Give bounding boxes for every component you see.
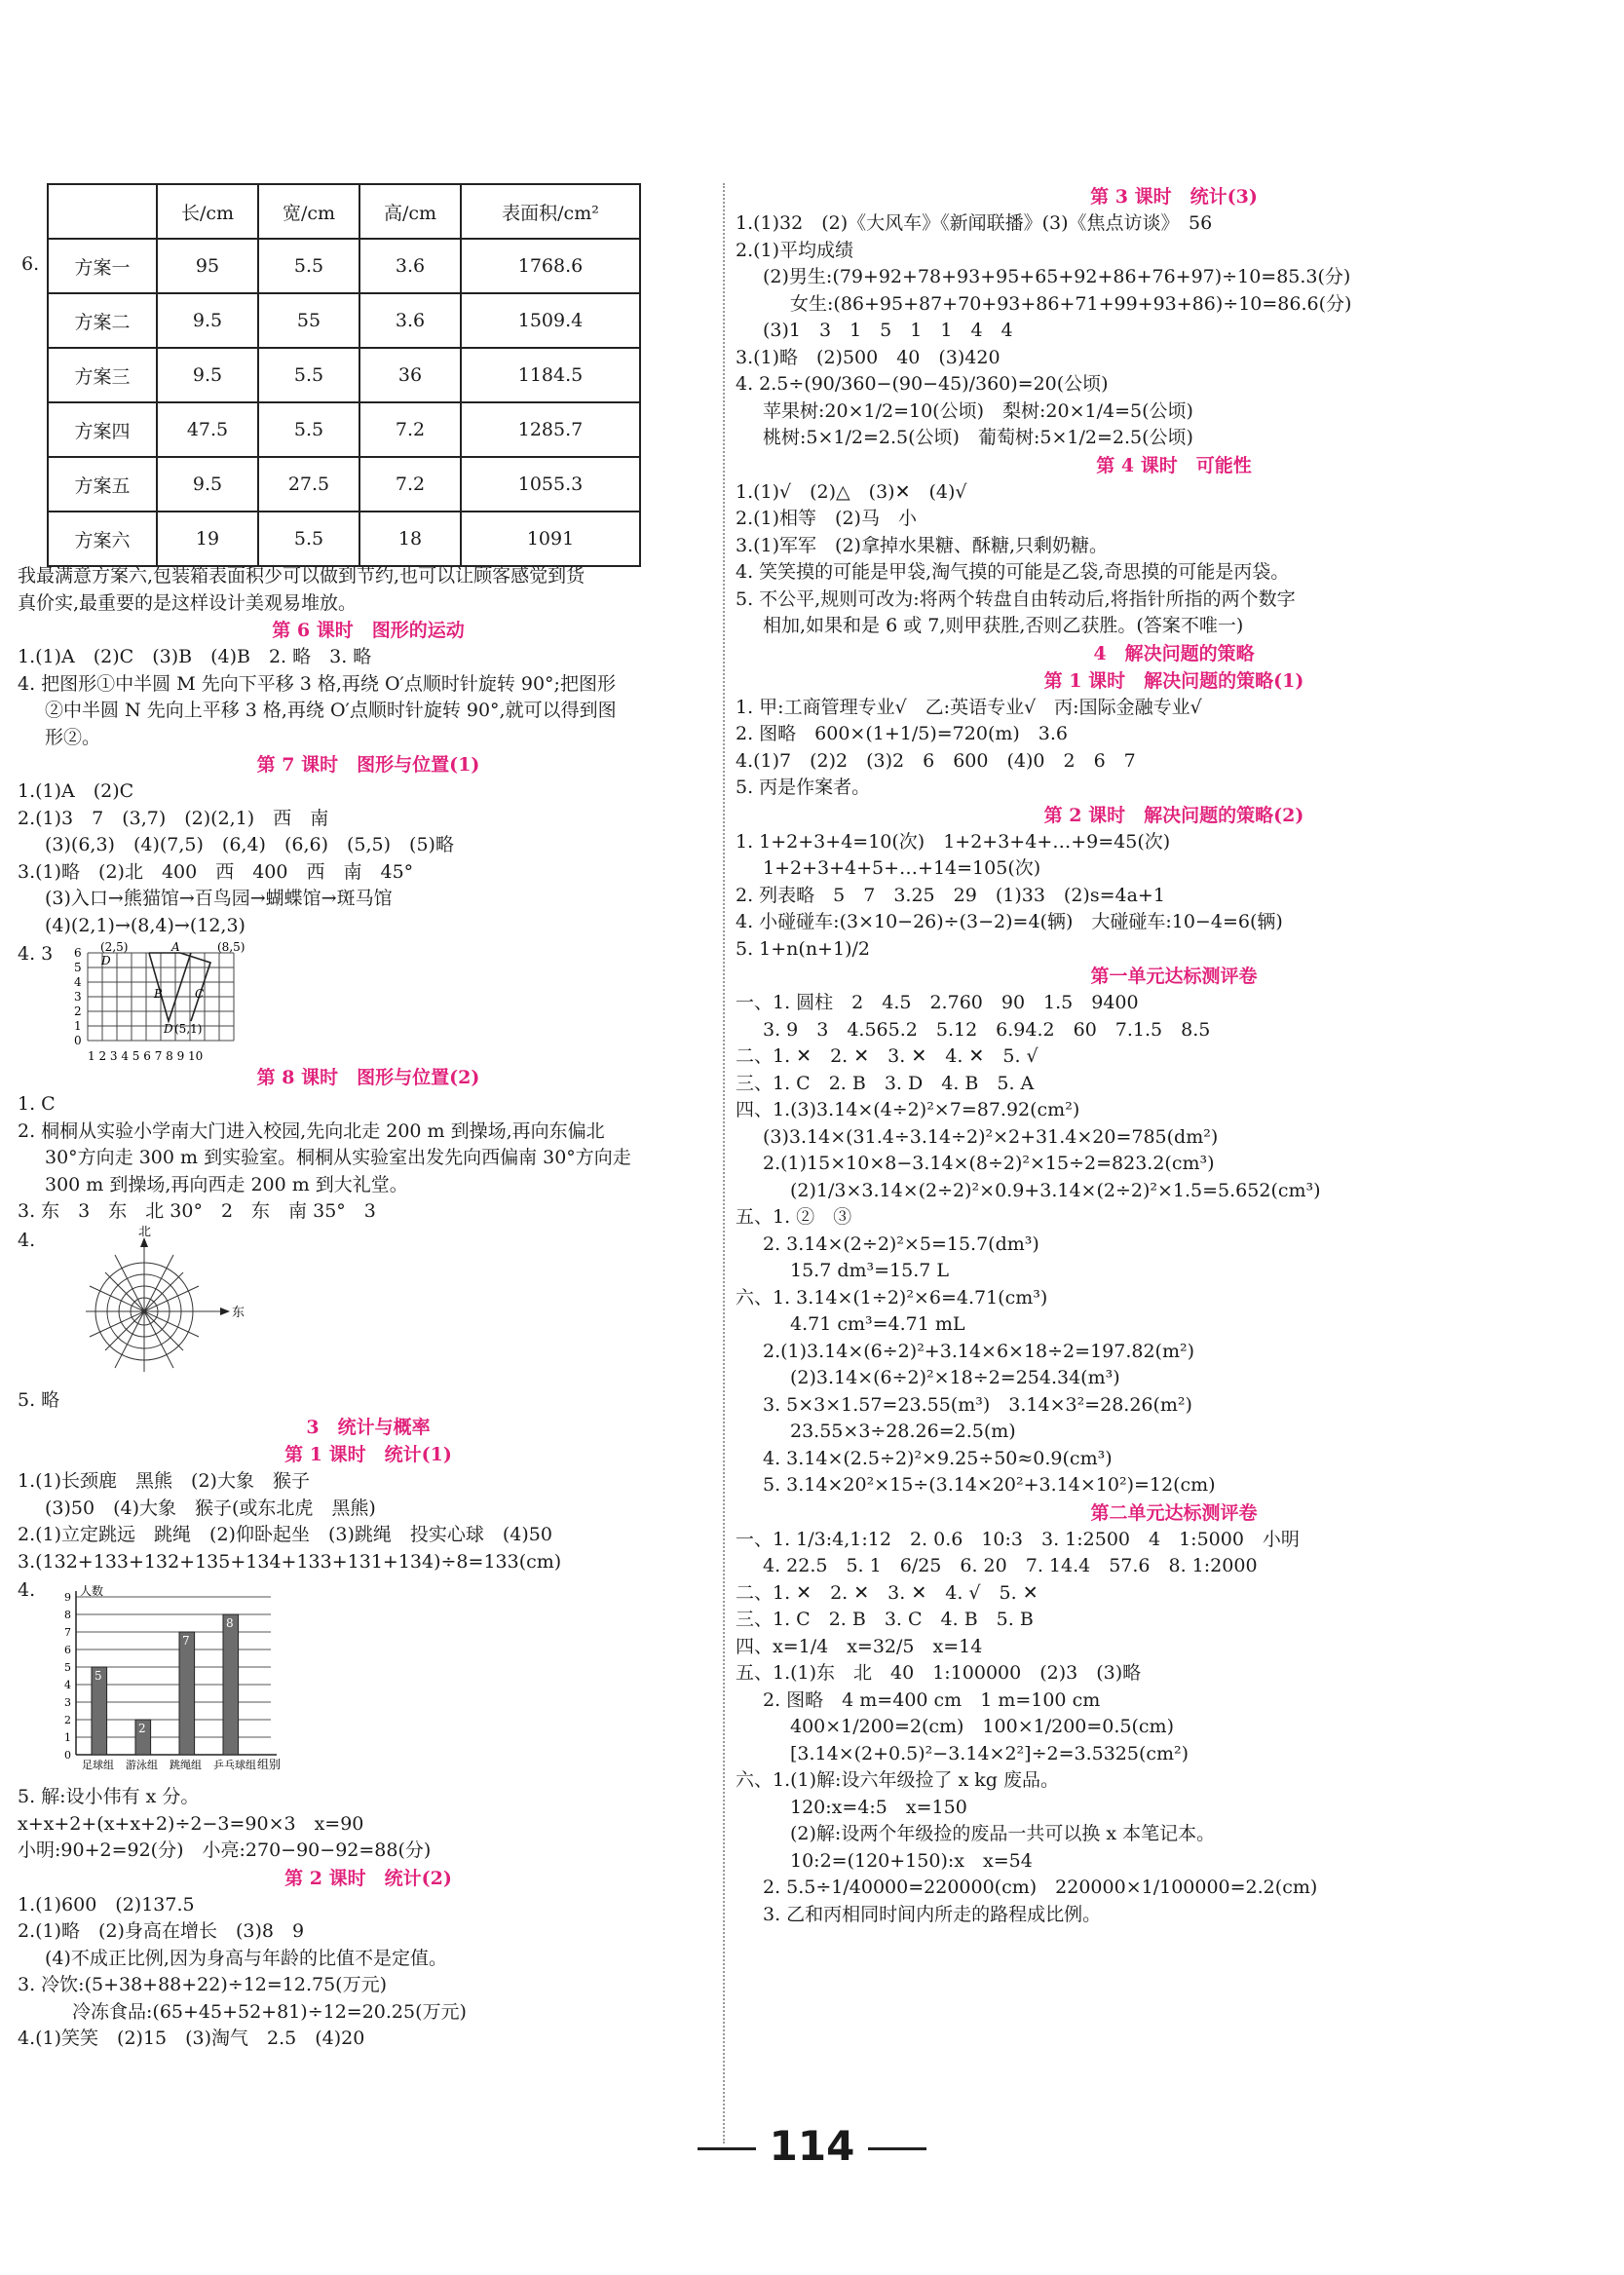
y-tick-label: 5 (64, 1661, 71, 1674)
point-label: D (101, 954, 111, 967)
answer-line: 4. 3.14×(2.5÷2)²×9.25÷50≈0.9(cm³) (763, 1447, 1113, 1469)
answer-line: (2)1/3×3.14×(2÷2)²×0.9+3.14×(2÷2)²×1.5=5.652(cm³) (790, 1179, 1321, 1201)
answer-line: 400×1/200=2(cm) 100×1/200=0.5(cm) (790, 1716, 1174, 1737)
table-cell: 方案一 (48, 239, 157, 293)
table-cell: 3.6 (359, 239, 461, 293)
answer-line: (3)3.14×(31.4÷3.14÷2)²×2+31.4×20=785(dm²) (763, 1125, 1219, 1148)
answer-line: 形②。 (45, 726, 101, 748)
section-heading: 第 2 课时 解决问题的策略(2) (1043, 804, 1304, 826)
table-cell: 1768.6 (461, 239, 640, 293)
east-label: 东 (232, 1305, 245, 1320)
answer-line: 1.(1)长颈鹿 黑熊 (2)大象 猴子 (18, 1470, 310, 1492)
left-text-block-b (18, 1064, 719, 1226)
answer-line: 4. 把图形①中半圆 M 先向下平移 3 格,再绕 O′点顺时针旋转 90°;把图形 (18, 672, 616, 695)
y-axis-label: 人数 (80, 1584, 104, 1598)
y-tick-label: 1 (74, 1019, 82, 1033)
plan-table (47, 183, 641, 567)
point-label: (5,1) (174, 1022, 203, 1036)
answer-line: 二、1. ✕ 2. ✕ 3. ✕ 4. ✕ 5. √ (736, 1045, 1039, 1067)
answer-line: 2. 图略 4 m=400 cm 1 m=100 cm (763, 1688, 1101, 1711)
answer-line: 三、1. C 2. B 3. C 4. B 5. B (736, 1609, 1034, 1630)
grid-figure (18, 939, 719, 1064)
answer-line: (4)(2,1)→(8,4)→(12,3) (45, 914, 245, 936)
table-cell: 95 (157, 239, 258, 293)
table-cell: 1055.3 (461, 457, 640, 512)
answer-line: 1.(1)600 (2)137.5 (18, 1893, 195, 1915)
answer-line: 2. 3.14×(2÷2)²×5=15.7(dm³) (763, 1232, 1039, 1255)
table-cell: 1285.7 (461, 402, 640, 457)
table-header-row (48, 184, 640, 239)
table-cell: 5.5 (258, 348, 359, 402)
answer-line: 2.(1)3.14×(6÷2)²+3.14×6×18÷2=197.82(m²) (763, 1340, 1195, 1362)
north-label: 北 (138, 1225, 152, 1239)
section-heading: 第 8 课时 图形与位置(2) (256, 1067, 480, 1088)
bar-value-label: 5 (94, 1669, 102, 1683)
bar (179, 1632, 195, 1755)
answer-line: 1. 1+2+3+4=10(次) 1+2+3+4+…+9=45(次) (736, 830, 1171, 853)
table-header-cell: 宽/cm (258, 184, 359, 239)
answer-line: 5. 丙是作案者。 (736, 777, 871, 798)
table-cell: 9.5 (157, 457, 258, 512)
table-cell: 5.5 (258, 512, 359, 566)
answer-line: 4.(1)笑笑 (2)15 (3)淘气 2.5 (4)20 (18, 2028, 365, 2049)
answer-line: 3. 东 3 东 北 30° 2 东 南 35° 3 (18, 1200, 376, 1222)
category-label: 足球组 (82, 1759, 114, 1771)
table-header-cell: 表面积/cm² (461, 184, 640, 239)
y-tick-label: 3 (74, 990, 82, 1004)
answer-line: x+x+2+(x+x+2)÷2−3=90×3 x=90 (18, 1812, 364, 1835)
answer-line: 120:x=4:5 x=150 (790, 1796, 967, 1818)
answer-line: 小明:90+2=92(分) 小亮:270−90−92=88(分) (18, 1839, 432, 1861)
table-cell: 27.5 (258, 457, 359, 512)
y-tick-label: 6 (64, 1644, 71, 1656)
y-tick-label: 5 (74, 961, 82, 974)
point-label: (2,5) (100, 940, 129, 954)
answer-line: 3. 乙和丙相同时间内所走的路程成比例。 (763, 1903, 1102, 1925)
point-label: (8,5) (217, 940, 245, 954)
table-row (48, 239, 640, 293)
page-number (0, 2122, 1624, 2170)
answer-line: 五、1.(1)东 北 40 1:100000 (2)3 (3)略 (736, 1662, 1142, 1684)
answer-line: ②中半圆 N 先向上平移 3 格,再绕 O′点顺时针旋转 90°,就可以得到图 (45, 700, 617, 721)
page-number-text: 114 (769, 2122, 855, 2170)
answer-line: 4. 小碰碰车:(3×10−26)÷(3−2)=4(辆) 大碰碰车:10−4=6(辆) (736, 911, 1283, 932)
east-arrow-icon (220, 1308, 230, 1315)
column-divider (723, 183, 725, 2143)
table-cell: 方案六 (48, 512, 157, 566)
answer-line: 300 m 到操场,再向西走 200 m 到大礼堂。 (45, 1173, 408, 1195)
answer-line: 1.(1)√ (2)△ (3)✕ (4)√ (736, 480, 967, 503)
table-cell: 方案五 (48, 457, 157, 512)
answer-line: 3. 9 3 4.565.2 5.12 6.94.2 60 7.1.5 8.5 (763, 1018, 1211, 1041)
answer-line: 2. 5.5÷1/40000=220000(cm) 220000×1/100000=2.2(cm) (763, 1877, 1318, 1898)
answer-line: 3.(1)略 (2)北 400 西 400 西 南 45° (18, 860, 414, 883)
answer-line: (3)(6,3) (4)(7,5) (6,4) (6,6) (5,5) (5)略 (45, 834, 454, 855)
answer-line: 3.(1)军军 (2)拿掉水果糖、酥糖,只剩奶糖。 (736, 534, 1108, 556)
section-heading: 第 1 课时 统计(1) (284, 1444, 452, 1465)
y-tick-label: 2 (64, 1714, 71, 1726)
answer-line: 3. 冷饮:(5+38+88+22)÷12=12.75(万元) (18, 1974, 388, 1995)
point-label: C (195, 987, 205, 1001)
answer-line: 5. 不公平,规则可改为:将两个转盘自由转动后,将指针所指的两个数字 (736, 588, 1296, 610)
point-label: A (171, 940, 180, 954)
table-cell: 方案三 (48, 348, 157, 402)
y-tick-label: 4 (74, 975, 82, 989)
polar-figure (18, 1226, 719, 1387)
y-tick-label: 6 (74, 946, 82, 960)
table-cell: 方案四 (48, 402, 157, 457)
answer-line: 1+2+3+4+5+…+14=105(次) (763, 857, 1041, 879)
answer-line: 2. 图略 600×(1+1/5)=720(m) 3.6 (736, 723, 1069, 744)
page-dash-right (868, 2147, 926, 2150)
answer-line: 一、1. 1/3:4,1:12 2. 0.6 10:3 3. 1:2500 4 1:5000 小明 (736, 1528, 1300, 1550)
answer-line: 真价实,最重要的是这样设计美观易堆放。 (18, 591, 358, 614)
direction-diagram (57, 1226, 251, 1387)
y-tick-label: 9 (64, 1591, 71, 1604)
y-tick-label: 7 (64, 1626, 71, 1639)
category-label: 跳绳组 (170, 1759, 202, 1771)
right-column (736, 183, 1612, 1928)
table-header-cell: 高/cm (359, 184, 461, 239)
answer-line: 1.(1)A (2)C (18, 780, 134, 802)
answer-line: 2.(1)略 (2)身高在增长 (3)8 9 (18, 1920, 305, 1942)
answer-line: 23.55×3÷28.26=2.5(m) (790, 1421, 1016, 1442)
answer-line: 3. 5×3×1.57=23.55(m³) 3.14×3²=28.26(m²) (763, 1393, 1192, 1416)
answer-line: 2. 桐桐从实验小学南大门进入校园,先向北走 200 m 到操场,再向东偏北 (18, 1119, 605, 1142)
table-row (48, 512, 640, 566)
answer-line: 1.(1)A (2)C (3)B (4)B 2. 略 3. 略 (18, 646, 372, 667)
table-cell: 方案二 (48, 293, 157, 348)
answer-line: 五、1. ② ③ (736, 1206, 852, 1228)
answer-line: 10:2=(120+150):x x=54 (790, 1849, 1033, 1872)
answer-line: 4.71 cm³=4.71 mL (790, 1313, 965, 1335)
figure-label: 4. 3 (18, 943, 54, 965)
answer-line: 2.(1)平均成绩 (736, 239, 854, 261)
answer-line: 苹果树:20×1/2=10(公顷) 梨树:20×1/4=5(公顷) (763, 399, 1193, 422)
answer-line: 冷冻食品:(65+45+52+81)÷12=20.25(万元) (72, 2000, 467, 2023)
answer-line: 桃树:5×1/2=2.5(公顷) 葡萄树:5×1/2=2.5(公顷) (763, 427, 1193, 448)
y-tick-label: 1 (64, 1731, 71, 1744)
y-tick-label: 3 (64, 1696, 71, 1709)
answer-line: 5. 略 (18, 1388, 60, 1411)
table-cell: 19 (157, 512, 258, 566)
answer-line: 六、1.(1)解:设六年级捡了 x kg 废品。 (736, 1769, 1059, 1791)
category-label: 乒乓球组 (213, 1759, 256, 1771)
section-heading: 第 3 课时 统计(3) (1090, 186, 1258, 208)
section-heading: 第 7 课时 图形与位置(1) (256, 754, 480, 776)
y-tick-label: 0 (64, 1749, 71, 1762)
answer-line: 4. 22.5 5. 1 6/25 6. 20 7. 14.4 57.6 8. 1:2000 (763, 1555, 1258, 1576)
figure-label: 4. (18, 1229, 36, 1251)
answer-line: 三、1. C 2. B 3. D 4. B 5. A (736, 1072, 1035, 1094)
table-cell: 47.5 (157, 402, 258, 457)
answer-line: 四、x=1/4 x=32/5 x=14 (736, 1635, 983, 1657)
question-number: 6. (21, 253, 40, 275)
category-label: 游泳组 (126, 1759, 158, 1771)
answer-line: 2.(1)15×10×8−3.14×(8÷2)²×15÷2=823.2(cm³) (763, 1153, 1215, 1174)
bar-value-label: 2 (138, 1722, 146, 1735)
table-cell: 1091 (461, 512, 640, 566)
answer-line: 2.(1)相等 (2)马 小 (736, 508, 917, 529)
left-text-block-c (18, 1387, 719, 1576)
table-cell: 18 (359, 512, 461, 566)
answer-line: (2)解:设两个年级捡的废品一共可以换 x 本笔记本。 (790, 1823, 1216, 1844)
answer-line: 2.(1)3 7 (3,7) (2)(2,1) 西 南 (18, 807, 329, 829)
section-heading: 第 2 课时 统计(2) (284, 1867, 452, 1889)
answer-line: (3)1 3 1 5 1 1 4 4 (763, 320, 1013, 341)
section-heading: 第 4 课时 可能性 (1096, 454, 1252, 476)
table-cell: 7.2 (359, 457, 461, 512)
section-heading: 4 解决问题的策略 (1093, 642, 1255, 664)
bar-value-label: 8 (226, 1616, 234, 1630)
section-heading: 第 1 课时 解决问题的策略(1) (1043, 669, 1304, 692)
table-header-cell (48, 184, 157, 239)
table-cell: 3.6 (359, 293, 461, 348)
answer-line: 六、1. 3.14×(1÷2)²×6=4.71(cm³) (736, 1286, 1048, 1308)
table-row (48, 457, 640, 512)
left-column (18, 183, 719, 2053)
answer-line: [3.14×(2+0.5)²−3.14×2²]÷2=3.5325(cm²) (790, 1742, 1190, 1764)
section-heading: 3 统计与概率 (306, 1417, 431, 1438)
point-label: B (154, 987, 163, 1001)
y-tick-label: 0 (74, 1034, 82, 1047)
plan-table-block (18, 183, 719, 563)
answer-line: 1. 甲:工商管理专业√ 乙:英语专业√ 丙:国际金融专业√ (736, 696, 1202, 718)
answer-line: 我最满意方案六,包装箱表面积少可以做到节约,也可以让顾客感觉到货 (18, 565, 585, 587)
table-cell: 9.5 (157, 293, 258, 348)
answer-line: 15.7 dm³=15.7 L (790, 1260, 950, 1281)
answer-line: 5. 解:设小伟有 x 分。 (18, 1786, 200, 1807)
figure-label: 4. (18, 1579, 36, 1601)
answer-line: 1.(1)32 (2)《大风车》《新闻联播》(3)《焦点访谈》 56 (736, 212, 1213, 234)
answer-line: 2.(1)立定跳远 跳绳 (2)仰卧起坐 (3)跳绳 投实心球 (4)50 (18, 1524, 552, 1545)
table-cell: 5.5 (258, 239, 359, 293)
answer-line: 4.(1)7 (2)2 (3)2 6 600 (4)0 2 6 7 (736, 749, 1136, 772)
x-axis-ticks: 1 2 3 4 5 6 7 8 9 10 (88, 1049, 204, 1063)
answer-line: (3)50 (4)大象 猴子(或东北虎 黑熊) (45, 1497, 376, 1519)
y-tick-label: 8 (64, 1609, 71, 1621)
answer-line: (3)入口→熊猫馆→百鸟园→蝴蝶馆→斑马馆 (45, 888, 393, 909)
table-row (48, 293, 640, 348)
answer-line: 2. 列表略 5 7 3.25 29 (1)33 (2)s=4a+1 (736, 884, 1165, 906)
section-heading: 第二单元达标测评卷 (1090, 1501, 1258, 1524)
answer-line: 一、1. 圆柱 2 4.5 2.760 90 1.5 9400 (736, 992, 1139, 1013)
answer-line: 4. 2.5÷(90/360−(90−45)/360)=20(公顷) (736, 373, 1109, 395)
answer-line: 四、1.(3)3.14×(4÷2)²×7=87.92(cm²) (736, 1099, 1080, 1120)
answer-line: (2)男生:(79+92+78+93+95+65+92+86+76+97)÷10=85.3(分) (763, 266, 1351, 287)
point-label: D (164, 1022, 173, 1036)
table-cell: 5.5 (258, 402, 359, 457)
coordinate-grid (66, 939, 320, 1064)
table-cell: 1509.4 (461, 293, 640, 348)
answer-line: 1. C (18, 1093, 56, 1115)
left-text-block-a (18, 563, 719, 939)
table-cell: 36 (359, 348, 461, 402)
bar (223, 1614, 239, 1755)
answer-line: 相加,如果和是 6 或 7,则甲获胜,否则乙获胜。(答案不唯一) (763, 615, 1244, 636)
bar-chart-block (18, 1575, 719, 1784)
answer-line: 二、1. ✕ 2. ✕ 3. ✕ 4. √ 5. ✕ (736, 1581, 1039, 1604)
answer-line: 30°方向走 300 m 到实验室。桐桐从实验室出发先向西偏南 30°方向走 (45, 1147, 631, 1168)
table-cell: 55 (258, 293, 359, 348)
bar-chart (47, 1575, 300, 1784)
table-row (48, 402, 640, 457)
left-text-block-d (18, 1784, 719, 2053)
y-tick-label: 2 (74, 1005, 82, 1018)
table-cell: 1184.5 (461, 348, 640, 402)
section-heading: 第 6 课时 图形的运动 (272, 620, 465, 641)
y-tick-label: 4 (64, 1679, 71, 1691)
table-cell: 7.2 (359, 402, 461, 457)
answer-line: 5. 1+n(n+1)/2 (736, 937, 870, 960)
answer-line: (2)3.14×(6÷2)²×18÷2=254.34(m³) (790, 1367, 1120, 1388)
answer-line: 5. 3.14×20²×15÷(3.14×20²+3.14×10²)=12(cm) (763, 1474, 1216, 1496)
table-header-cell: 长/cm (157, 184, 258, 239)
table-row (48, 348, 640, 402)
answer-line: (4)不成正比例,因为身高与年龄的比值不是定值。 (45, 1947, 447, 1969)
table-cell: 9.5 (157, 348, 258, 402)
answer-line: 4. 笑笑摸的可能是甲袋,淘气摸的可能是乙袋,奇思摸的可能是丙袋。 (736, 561, 1290, 583)
x-axis-label: 组别 (257, 1758, 282, 1771)
section-heading: 第一单元达标测评卷 (1090, 966, 1258, 987)
answer-line: 3.(132+133+132+135+134+133+131+134)÷8=133(cm) (18, 1550, 562, 1573)
answer-line: 3.(1)略 (2)500 40 (3)420 (736, 346, 1001, 368)
page-dash-left (698, 2147, 756, 2150)
bar-value-label: 7 (182, 1634, 190, 1648)
answer-line: 女生:(86+95+87+70+93+86+71+99+93+86)÷10=86.6(分) (790, 292, 1352, 315)
